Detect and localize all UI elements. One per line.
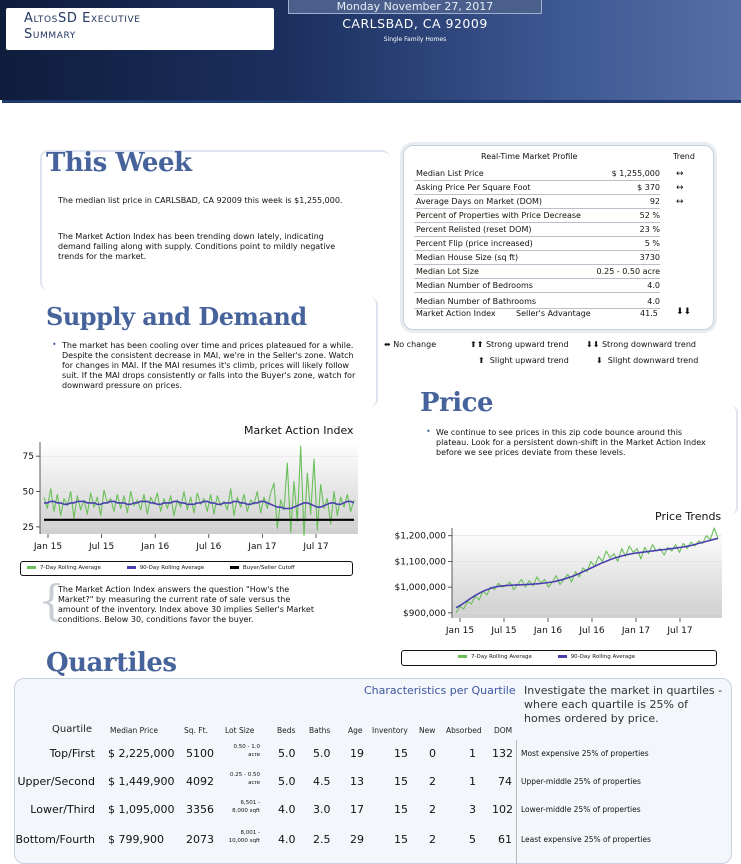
quartile-dom: 74 <box>498 775 512 788</box>
quartile-inventory: 15 <box>394 747 408 760</box>
hdr-beds: Beds <box>277 726 296 735</box>
brand-line-2: Summary <box>24 27 76 42</box>
x-tick-label: Jul 15 <box>491 626 517 636</box>
quartiles-intro: Investigate the market in quartiles - where each quartile is 25% of homes ordered by price. <box>524 684 723 725</box>
up-arrow-icon: ⬆ <box>478 356 485 365</box>
quartile-price: $ 1,095,000 <box>108 803 175 816</box>
quartile-beds: 4.0 <box>278 803 296 816</box>
quartile-name: Upper/Second <box>17 775 95 788</box>
quartile-absorbed: 1 <box>469 747 476 760</box>
quartile-name: Top/First <box>49 747 95 760</box>
legend-no-change: ⬌ No change <box>384 340 437 349</box>
profile-row-value: 23 % <box>639 225 660 234</box>
profile-row-value: $ 1,255,000 <box>611 169 660 178</box>
profile-row-value: 0.25 - 0.50 acre <box>596 267 660 276</box>
quartile-beds: 5.0 <box>278 775 296 788</box>
hdr-median-price: Median Price <box>110 726 158 735</box>
profile-row-label: Percent Flip (price increased) <box>416 239 533 248</box>
quartile-dom: 102 <box>492 803 513 816</box>
profile-row-value: 4.0 <box>647 281 660 290</box>
quartile-row <box>0 830 741 858</box>
hdr-quartile: Quartile <box>52 724 93 735</box>
mai-legend-7day: 7-Day Rolling Average <box>27 562 101 575</box>
quartile-age: 17 <box>350 803 364 816</box>
profile-row <box>414 195 660 209</box>
quartile-lot-2: acre <box>248 780 260 786</box>
quartile-baths: 5.0 <box>313 747 331 760</box>
report-city: CARLSBAD, CA 92009 <box>342 16 488 31</box>
quartile-sqft: 4092 <box>186 775 214 788</box>
profile-row-label: Percent of Properties with Price Decrease <box>416 211 581 220</box>
this-week-title: This Week <box>46 148 192 178</box>
y-tick-label: $1,200,000 <box>394 531 446 542</box>
y-tick-label: 25 <box>22 522 34 533</box>
quartile-description: Most expensive 25% of properties <box>521 749 649 758</box>
this-week-para-2: The Market Action Index has been trending down lately, indicating demand falling along with supply. Conditions point to mildly negative trends for the market. <box>58 232 336 261</box>
profile-row <box>414 167 660 181</box>
price-chart-title: Price Trends <box>655 510 722 523</box>
profile-row-label: Median House Size (sq ft) <box>416 253 519 262</box>
quartile-baths: 3.0 <box>313 803 331 816</box>
profile-row <box>414 223 660 237</box>
quartiles-title: Quartiles <box>46 648 177 678</box>
quartile-new: 2 <box>429 803 436 816</box>
quartile-price: $ 799,900 <box>108 833 164 846</box>
market-profile-title: Real-Time Market Profile <box>481 152 578 161</box>
quartile-absorbed: 3 <box>469 803 476 816</box>
legend-strong-down: ⬇⬇ Strong downward trend <box>586 340 696 349</box>
brace-icon: { <box>38 576 65 625</box>
hdr-inventory: Inventory <box>372 726 408 735</box>
mai-chart <box>0 436 370 556</box>
x-tick-label: Jan 16 <box>533 626 563 636</box>
profile-row-value: 92 <box>649 197 660 206</box>
x-tick-label: Jul 16 <box>579 626 605 636</box>
hdr-new: New <box>419 726 436 735</box>
profile-row-label: Median Lot Size <box>416 267 479 276</box>
x-tick-label: Jul 17 <box>667 626 693 636</box>
y-tick-label: 75 <box>22 452 34 463</box>
quartile-sqft: 5100 <box>186 747 214 760</box>
quartile-baths: 2.5 <box>313 833 331 846</box>
quartile-price: $ 2,225,000 <box>108 747 175 760</box>
profile-row-value: 52 % <box>639 211 660 220</box>
plot-area <box>452 528 722 618</box>
legend-slight-up: ⬆ Slight upward trend <box>478 356 569 365</box>
mai-chart-title: Market Action Index <box>244 424 354 437</box>
profile-row-label: Average Days on Market (DOM) <box>416 197 543 206</box>
profile-row <box>414 265 660 279</box>
quartile-name: Bottom/Fourth <box>15 833 95 846</box>
quartile-absorbed: 1 <box>469 775 476 788</box>
quartile-lot-2: acre <box>248 752 260 758</box>
mai-value: 41.5 <box>640 309 658 318</box>
quartile-lot-1: 0.50 - 1.0 <box>233 744 260 750</box>
quartile-age: 29 <box>350 833 364 846</box>
trend-header: Trend <box>673 152 695 161</box>
mai-trend-icon: ⬇⬇ <box>676 307 692 317</box>
quartile-inventory: 15 <box>394 775 408 788</box>
legend-slight-down: ⬇ Slight downward trend <box>596 356 699 365</box>
profile-row-value: $ 370 <box>637 183 660 192</box>
mai-legend-cutoff: Buyer/Seller Cutoff <box>230 562 295 575</box>
mai-legend-90day: 90-Day Rolling Average <box>127 562 204 575</box>
quartile-beds: 5.0 <box>278 747 296 760</box>
quartile-name: Lower/Third <box>30 803 95 816</box>
trend-icon: ↔ <box>676 169 684 179</box>
header-rule <box>2 100 741 103</box>
profile-row <box>414 237 660 251</box>
quartile-sqft: 3356 <box>186 803 214 816</box>
x-tick-label: Jan 17 <box>248 542 277 552</box>
trend-icon: ↔ <box>676 183 684 193</box>
down-arrow-icon: ⬇ <box>596 356 603 365</box>
hdr-age: Age <box>348 726 363 735</box>
quartile-inventory: 15 <box>394 803 408 816</box>
quartile-baths: 4.5 <box>313 775 331 788</box>
profile-row-value: 3730 <box>639 253 660 262</box>
report-date: Monday November 27, 2017 <box>288 0 542 14</box>
quartile-new: 2 <box>429 833 436 846</box>
trend-icon: ↔ <box>676 197 684 207</box>
mai-label: Market Action Index <box>416 309 496 318</box>
profile-row-label: Median Number of Bedrooms <box>416 281 533 290</box>
quartile-inventory: 15 <box>394 833 408 846</box>
mai-note: The Market Action Index answers the question "How's the Market?" by measuring the current rate of sale versus the amount of the inventory. Index above 30 implies Seller's Market conditions. Below 30, conditions favor the buyer. <box>58 585 314 624</box>
quartile-row <box>0 744 741 772</box>
horizontal-arrow-icon: ⬌ <box>384 340 391 349</box>
quartile-age: 13 <box>350 775 364 788</box>
quartile-sqft: 2073 <box>186 833 214 846</box>
x-tick-label: Jan 15 <box>445 626 475 636</box>
profile-row <box>414 251 660 265</box>
double-down-arrow-icon: ⬇⬇ <box>586 340 600 349</box>
hdr-absorbed: Absorbed <box>446 726 482 735</box>
profile-row <box>414 209 660 223</box>
quartile-description: Least expensive 25% of properties <box>521 835 651 844</box>
profile-row-value: 5 % <box>644 239 660 248</box>
price-legend-90day: 90-Day Rolling Average <box>558 651 635 664</box>
double-up-arrow-icon: ⬆⬆ <box>470 340 484 349</box>
profile-row <box>414 279 660 293</box>
quartile-lot-2: 8,000 sqft <box>232 808 260 814</box>
quartile-lot-1: 8,001 - <box>240 830 260 836</box>
x-tick-label: Jan 16 <box>141 542 170 552</box>
property-type: Single Family Homes <box>383 36 447 43</box>
legend-strong-up: ⬆⬆ Strong upward trend <box>470 340 569 349</box>
price-chart <box>380 520 730 642</box>
bullet-icon: • <box>52 340 57 349</box>
profile-row-value: 4.0 <box>647 297 660 306</box>
quartile-new: 2 <box>429 775 436 788</box>
quartile-dom: 61 <box>498 833 512 846</box>
price-title: Price <box>420 388 493 418</box>
x-tick-label: Jul 15 <box>89 542 115 552</box>
price-bullet-icon: • <box>426 427 431 436</box>
price-para: We continue to see prices in this zip code bounce around this plateau. Look for a persistent down-shift in the Market Action Index before we see prices deviate from these levels. <box>436 428 706 457</box>
brand-line-1: AltosSD Executive <box>24 11 141 26</box>
quartile-description: Lower-middle 25% of properties <box>521 805 641 814</box>
x-tick-label: Jul 16 <box>196 542 222 552</box>
hdr-dom: DOM <box>494 726 513 735</box>
supply-demand-title: Supply and Demand <box>46 302 307 331</box>
quartile-lot-1: 0.25 - 0.50 <box>230 772 260 778</box>
quartile-row <box>0 800 741 828</box>
quartile-age: 19 <box>350 747 364 760</box>
quartile-price: $ 1,449,900 <box>108 775 175 788</box>
y-tick-label: $1,100,000 <box>394 557 446 568</box>
x-tick-label: Jul 17 <box>303 542 329 552</box>
hdr-sqft: Sq. Ft. <box>184 726 208 735</box>
quartile-absorbed: 5 <box>469 833 476 846</box>
y-tick-label: $1,000,000 <box>394 583 446 594</box>
x-tick-label: Jan 15 <box>33 542 63 552</box>
quartile-description: Upper-middle 25% of properties <box>521 777 641 786</box>
quartile-lot-2: 10,000 sqft <box>228 838 260 844</box>
profile-row-label: Median Number of Bathrooms <box>416 297 537 306</box>
mai-zone: Seller's Advantage <box>516 309 591 318</box>
profile-row <box>414 181 660 195</box>
mai-legend <box>20 561 353 576</box>
quartile-row <box>0 772 741 800</box>
x-tick-label: Jan 17 <box>621 626 651 636</box>
quartile-lot-1: 6,501 - <box>240 800 260 806</box>
price-frame <box>378 405 738 515</box>
profile-row-label: Asking Price Per Square Foot <box>416 183 531 192</box>
hdr-lot-size: Lot Size <box>225 726 255 735</box>
quartile-dom: 132 <box>492 747 513 760</box>
market-profile-box <box>403 145 714 330</box>
price-legend-7day: 7-Day Rolling Average <box>458 651 532 664</box>
y-tick-label: 50 <box>22 487 34 498</box>
quartile-new: 0 <box>429 747 436 760</box>
this-week-para-1: The median list price in CARLSBAD, CA 92009 this week is $1,255,000. <box>58 196 343 205</box>
price-legend <box>401 650 717 666</box>
profile-row <box>414 295 660 309</box>
profile-row-label: Percent Relisted (reset DOM) <box>416 225 532 234</box>
supply-demand-para: The market has been cooling over time and prices plateaued for a while. Despite the consistent decrease in MAI, we're in the Seller's zone. Watch for changes in MAI. If the MAI resumes it's climb, prices will likely follow suit. If the MAI drops consistently or falls into the Buyer's zone, watch for downward pressure on prices. <box>62 341 356 390</box>
profile-row-label: Median List Price <box>416 169 484 178</box>
characteristics-label: Characteristics per Quartile <box>364 684 516 697</box>
hdr-baths: Baths <box>309 726 331 735</box>
quartile-beds: 4.0 <box>278 833 296 846</box>
y-tick-label: $900,000 <box>403 608 446 619</box>
brand-title <box>6 8 274 50</box>
